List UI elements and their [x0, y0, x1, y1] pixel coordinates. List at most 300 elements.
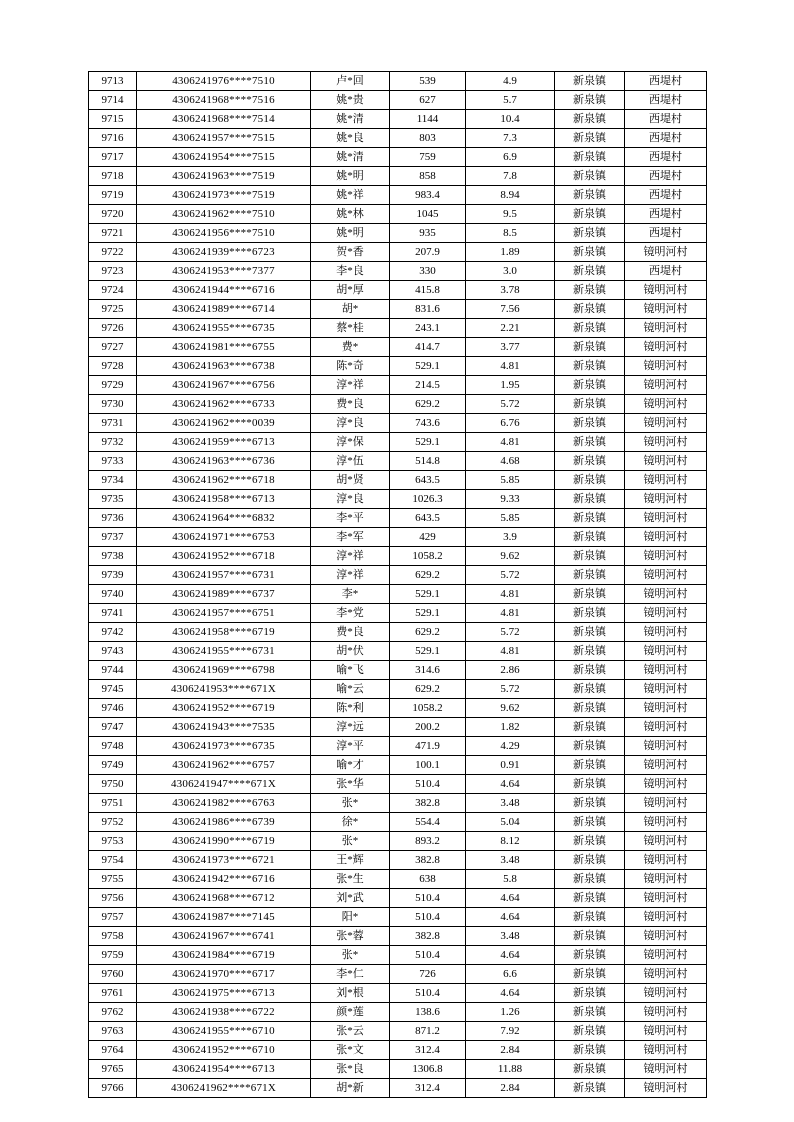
cell-name: 淳*伍: [311, 452, 390, 471]
cell-town: 新泉镇: [555, 110, 625, 129]
cell-town: 新泉镇: [555, 262, 625, 281]
cell-village: 镜明河村: [625, 509, 707, 528]
records-table-body: [89, 72, 707, 1098]
cell-amount: 138.6: [390, 1003, 466, 1022]
cell-amount: 510.4: [390, 889, 466, 908]
table-row: [89, 813, 707, 832]
table-row: [89, 433, 707, 452]
cell-amount: 529.1: [390, 433, 466, 452]
cell-town: 新泉镇: [555, 129, 625, 148]
cell-town: 新泉镇: [555, 357, 625, 376]
table-row: [89, 509, 707, 528]
cell-id: 4306241967****6741: [137, 927, 311, 946]
cell-seq: 9730: [89, 395, 137, 414]
table-row: [89, 1022, 707, 1041]
cell-village: 镜明河村: [625, 832, 707, 851]
cell-seq: 9720: [89, 205, 137, 224]
cell-village: 镜明河村: [625, 1003, 707, 1022]
cell-name: 徐*: [311, 813, 390, 832]
cell-seq: 9726: [89, 319, 137, 338]
cell-village: 镜明河村: [625, 775, 707, 794]
table-row: [89, 604, 707, 623]
cell-name: 姚*明: [311, 167, 390, 186]
cell-seq: 9756: [89, 889, 137, 908]
cell-id: 4306241955****6731: [137, 642, 311, 661]
cell-village: 镜明河村: [625, 585, 707, 604]
cell-town: 新泉镇: [555, 281, 625, 300]
cell-id: 4306241989****6737: [137, 585, 311, 604]
cell-seq: 9743: [89, 642, 137, 661]
cell-area: 7.3: [466, 129, 555, 148]
cell-id: 4306241962****6733: [137, 395, 311, 414]
table-row: [89, 965, 707, 984]
cell-town: 新泉镇: [555, 224, 625, 243]
cell-area: 4.81: [466, 604, 555, 623]
table-row: [89, 129, 707, 148]
cell-area: 6.76: [466, 414, 555, 433]
cell-village: 镜明河村: [625, 908, 707, 927]
cell-area: 9.62: [466, 547, 555, 566]
cell-village: 镜明河村: [625, 376, 707, 395]
cell-village: 镜明河村: [625, 414, 707, 433]
cell-id: 4306241954****7515: [137, 148, 311, 167]
table-row: [89, 110, 707, 129]
cell-id: 4306241953****671X: [137, 680, 311, 699]
cell-name: 姚*林: [311, 205, 390, 224]
cell-id: 4306241962****6718: [137, 471, 311, 490]
cell-id: 4306241963****6736: [137, 452, 311, 471]
cell-village: 西堤村: [625, 186, 707, 205]
cell-name: 陈*奇: [311, 357, 390, 376]
cell-amount: 510.4: [390, 775, 466, 794]
cell-name: 胡*贤: [311, 471, 390, 490]
cell-area: 3.78: [466, 281, 555, 300]
cell-town: 新泉镇: [555, 376, 625, 395]
cell-name: 王*辉: [311, 851, 390, 870]
cell-amount: 510.4: [390, 946, 466, 965]
cell-area: 2.84: [466, 1079, 555, 1098]
cell-area: 5.85: [466, 509, 555, 528]
cell-area: 3.0: [466, 262, 555, 281]
cell-area: 0.91: [466, 756, 555, 775]
cell-area: 4.9: [466, 72, 555, 91]
cell-name: 姚*祥: [311, 186, 390, 205]
cell-seq: 9728: [89, 357, 137, 376]
table-row: [89, 642, 707, 661]
cell-seq: 9744: [89, 661, 137, 680]
cell-seq: 9754: [89, 851, 137, 870]
cell-seq: 9739: [89, 566, 137, 585]
cell-seq: 9733: [89, 452, 137, 471]
cell-id: 4306241986****6739: [137, 813, 311, 832]
cell-id: 4306241957****7515: [137, 129, 311, 148]
cell-seq: 9740: [89, 585, 137, 604]
cell-area: 3.48: [466, 851, 555, 870]
cell-area: 4.64: [466, 889, 555, 908]
cell-id: 4306241970****6717: [137, 965, 311, 984]
cell-village: 镜明河村: [625, 851, 707, 870]
cell-area: 5.04: [466, 813, 555, 832]
cell-town: 新泉镇: [555, 718, 625, 737]
cell-amount: 100.1: [390, 756, 466, 775]
cell-town: 新泉镇: [555, 547, 625, 566]
cell-seq: 9757: [89, 908, 137, 927]
cell-village: 西堤村: [625, 262, 707, 281]
cell-town: 新泉镇: [555, 870, 625, 889]
cell-village: 镜明河村: [625, 1022, 707, 1041]
cell-amount: 312.4: [390, 1041, 466, 1060]
cell-seq: 9719: [89, 186, 137, 205]
cell-town: 新泉镇: [555, 604, 625, 623]
cell-seq: 9752: [89, 813, 137, 832]
cell-seq: 9747: [89, 718, 137, 737]
cell-area: 4.29: [466, 737, 555, 756]
cell-amount: 200.2: [390, 718, 466, 737]
cell-seq: 9735: [89, 490, 137, 509]
cell-seq: 9741: [89, 604, 137, 623]
cell-name: 张*华: [311, 775, 390, 794]
cell-id: 4306241987****7145: [137, 908, 311, 927]
cell-seq: 9764: [89, 1041, 137, 1060]
cell-id: 4306241975****6713: [137, 984, 311, 1003]
table-row: [89, 851, 707, 870]
cell-town: 新泉镇: [555, 946, 625, 965]
cell-name: 姚*清: [311, 148, 390, 167]
table-row: [89, 908, 707, 927]
cell-area: 7.56: [466, 300, 555, 319]
cell-village: 镜明河村: [625, 927, 707, 946]
cell-town: 新泉镇: [555, 813, 625, 832]
cell-amount: 539: [390, 72, 466, 91]
table-row: [89, 870, 707, 889]
cell-name: 刘*武: [311, 889, 390, 908]
cell-id: 4306241989****6714: [137, 300, 311, 319]
cell-village: 镜明河村: [625, 1041, 707, 1060]
cell-village: 镜明河村: [625, 281, 707, 300]
table-row: [89, 376, 707, 395]
cell-village: 镜明河村: [625, 1060, 707, 1079]
cell-amount: 871.2: [390, 1022, 466, 1041]
cell-seq: 9727: [89, 338, 137, 357]
cell-name: 张*: [311, 832, 390, 851]
cell-village: 西堤村: [625, 224, 707, 243]
cell-name: 李*: [311, 585, 390, 604]
cell-town: 新泉镇: [555, 91, 625, 110]
cell-town: 新泉镇: [555, 965, 625, 984]
cell-id: 4306241962****0039: [137, 414, 311, 433]
cell-name: 淳*祥: [311, 376, 390, 395]
table-row: [89, 984, 707, 1003]
cell-amount: 743.6: [390, 414, 466, 433]
cell-seq: 9737: [89, 528, 137, 547]
table-row: [89, 623, 707, 642]
cell-id: 4306241967****6756: [137, 376, 311, 395]
cell-seq: 9760: [89, 965, 137, 984]
cell-id: 4306241968****7514: [137, 110, 311, 129]
cell-village: 镜明河村: [625, 794, 707, 813]
cell-id: 4306241962****671X: [137, 1079, 311, 1098]
cell-amount: 627: [390, 91, 466, 110]
table-row: [89, 661, 707, 680]
cell-town: 新泉镇: [555, 528, 625, 547]
cell-name: 胡*新: [311, 1079, 390, 1098]
cell-area: 4.81: [466, 642, 555, 661]
cell-name: 费*: [311, 338, 390, 357]
table-row: [89, 414, 707, 433]
table-row: [89, 718, 707, 737]
cell-name: 李*良: [311, 262, 390, 281]
cell-amount: 1058.2: [390, 547, 466, 566]
cell-area: 9.33: [466, 490, 555, 509]
cell-village: 镜明河村: [625, 1079, 707, 1098]
cell-amount: 803: [390, 129, 466, 148]
cell-amount: 312.4: [390, 1079, 466, 1098]
cell-village: 镜明河村: [625, 699, 707, 718]
cell-area: 10.4: [466, 110, 555, 129]
cell-amount: 415.8: [390, 281, 466, 300]
cell-id: 4306241957****6751: [137, 604, 311, 623]
cell-id: 4306241939****6723: [137, 243, 311, 262]
cell-name: 李*党: [311, 604, 390, 623]
cell-id: 4306241952****6718: [137, 547, 311, 566]
table-row: [89, 167, 707, 186]
cell-amount: 1045: [390, 205, 466, 224]
cell-id: 4306241955****6735: [137, 319, 311, 338]
cell-name: 刘*根: [311, 984, 390, 1003]
cell-id: 4306241976****7510: [137, 72, 311, 91]
cell-seq: 9766: [89, 1079, 137, 1098]
cell-area: 5.72: [466, 680, 555, 699]
cell-id: 4306241984****6719: [137, 946, 311, 965]
cell-area: 11.88: [466, 1060, 555, 1079]
cell-area: 2.84: [466, 1041, 555, 1060]
cell-name: 胡*: [311, 300, 390, 319]
table-row: [89, 338, 707, 357]
cell-id: 4306241963****7519: [137, 167, 311, 186]
cell-amount: 629.2: [390, 623, 466, 642]
cell-id: 4306241968****6712: [137, 889, 311, 908]
cell-area: 5.8: [466, 870, 555, 889]
cell-area: 4.81: [466, 585, 555, 604]
cell-village: 镜明河村: [625, 490, 707, 509]
cell-id: 4306241990****6719: [137, 832, 311, 851]
cell-village: 西堤村: [625, 72, 707, 91]
cell-town: 新泉镇: [555, 395, 625, 414]
cell-name: 李*军: [311, 528, 390, 547]
cell-name: 姚*贵: [311, 91, 390, 110]
cell-name: 姚*良: [311, 129, 390, 148]
cell-amount: 643.5: [390, 509, 466, 528]
cell-town: 新泉镇: [555, 1079, 625, 1098]
cell-area: 4.64: [466, 946, 555, 965]
table-row: [89, 224, 707, 243]
records-table: [88, 71, 707, 1098]
cell-village: 西堤村: [625, 148, 707, 167]
cell-seq: 9722: [89, 243, 137, 262]
cell-seq: 9753: [89, 832, 137, 851]
cell-area: 9.5: [466, 205, 555, 224]
cell-village: 镜明河村: [625, 756, 707, 775]
table-row: [89, 680, 707, 699]
cell-seq: 9761: [89, 984, 137, 1003]
cell-village: 镜明河村: [625, 946, 707, 965]
cell-id: 4306241971****6753: [137, 528, 311, 547]
cell-amount: 529.1: [390, 642, 466, 661]
cell-area: 8.5: [466, 224, 555, 243]
cell-area: 8.94: [466, 186, 555, 205]
cell-amount: 414.7: [390, 338, 466, 357]
cell-name: 李*仁: [311, 965, 390, 984]
cell-area: 5.72: [466, 566, 555, 585]
cell-seq: 9763: [89, 1022, 137, 1041]
cell-name: 贺*香: [311, 243, 390, 262]
cell-id: 4306241973****6721: [137, 851, 311, 870]
cell-area: 2.21: [466, 319, 555, 338]
cell-amount: 330: [390, 262, 466, 281]
cell-area: 6.9: [466, 148, 555, 167]
cell-name: 陈*利: [311, 699, 390, 718]
cell-area: 8.12: [466, 832, 555, 851]
cell-town: 新泉镇: [555, 794, 625, 813]
cell-village: 镜明河村: [625, 357, 707, 376]
cell-area: 4.64: [466, 984, 555, 1003]
cell-village: 镜明河村: [625, 870, 707, 889]
table-row: [89, 1003, 707, 1022]
cell-seq: 9742: [89, 623, 137, 642]
table-row: [89, 91, 707, 110]
table-row: [89, 72, 707, 91]
cell-name: 颜*莲: [311, 1003, 390, 1022]
cell-amount: 759: [390, 148, 466, 167]
cell-name: 淳*平: [311, 737, 390, 756]
cell-town: 新泉镇: [555, 585, 625, 604]
cell-name: 张*: [311, 794, 390, 813]
cell-village: 镜明河村: [625, 547, 707, 566]
cell-id: 4306241981****6755: [137, 338, 311, 357]
cell-name: 喻*云: [311, 680, 390, 699]
cell-area: 3.48: [466, 927, 555, 946]
cell-amount: 382.8: [390, 851, 466, 870]
cell-village: 镜明河村: [625, 965, 707, 984]
cell-name: 淳*良: [311, 490, 390, 509]
cell-amount: 429: [390, 528, 466, 547]
cell-amount: 529.1: [390, 585, 466, 604]
cell-amount: 382.8: [390, 794, 466, 813]
cell-area: 7.8: [466, 167, 555, 186]
cell-town: 新泉镇: [555, 661, 625, 680]
cell-seq: 9715: [89, 110, 137, 129]
table-row: [89, 319, 707, 338]
cell-seq: 9755: [89, 870, 137, 889]
cell-amount: 510.4: [390, 984, 466, 1003]
cell-seq: 9721: [89, 224, 137, 243]
cell-village: 西堤村: [625, 205, 707, 224]
cell-amount: 638: [390, 870, 466, 889]
cell-amount: 643.5: [390, 471, 466, 490]
cell-town: 新泉镇: [555, 737, 625, 756]
cell-village: 镜明河村: [625, 566, 707, 585]
cell-town: 新泉镇: [555, 1003, 625, 1022]
cell-amount: 1058.2: [390, 699, 466, 718]
cell-name: 阳*: [311, 908, 390, 927]
cell-id: 4306241944****6716: [137, 281, 311, 300]
cell-name: 费*良: [311, 623, 390, 642]
cell-area: 7.92: [466, 1022, 555, 1041]
cell-seq: 9725: [89, 300, 137, 319]
cell-village: 镜明河村: [625, 813, 707, 832]
cell-area: 4.81: [466, 433, 555, 452]
cell-seq: 9714: [89, 91, 137, 110]
cell-area: 3.77: [466, 338, 555, 357]
cell-id: 4306241959****6713: [137, 433, 311, 452]
cell-town: 新泉镇: [555, 566, 625, 585]
cell-village: 镜明河村: [625, 528, 707, 547]
cell-seq: 9765: [89, 1060, 137, 1079]
cell-area: 5.72: [466, 623, 555, 642]
cell-name: 张*良: [311, 1060, 390, 1079]
table-row: [89, 490, 707, 509]
cell-area: 3.48: [466, 794, 555, 813]
cell-seq: 9716: [89, 129, 137, 148]
cell-id: 4306241938****6722: [137, 1003, 311, 1022]
table-row: [89, 148, 707, 167]
cell-seq: 9738: [89, 547, 137, 566]
cell-seq: 9732: [89, 433, 137, 452]
table-row: [89, 357, 707, 376]
cell-seq: 9729: [89, 376, 137, 395]
cell-area: 1.95: [466, 376, 555, 395]
cell-town: 新泉镇: [555, 984, 625, 1003]
cell-amount: 207.9: [390, 243, 466, 262]
cell-area: 3.9: [466, 528, 555, 547]
cell-name: 张*: [311, 946, 390, 965]
cell-amount: 529.1: [390, 604, 466, 623]
cell-name: 张*云: [311, 1022, 390, 1041]
table-row: [89, 471, 707, 490]
cell-town: 新泉镇: [555, 699, 625, 718]
cell-amount: 471.9: [390, 737, 466, 756]
cell-town: 新泉镇: [555, 889, 625, 908]
table-row: [89, 832, 707, 851]
table-row: [89, 452, 707, 471]
cell-name: 张*生: [311, 870, 390, 889]
table-row: [89, 699, 707, 718]
table-row: [89, 281, 707, 300]
cell-village: 镜明河村: [625, 300, 707, 319]
cell-seq: 9713: [89, 72, 137, 91]
cell-amount: 893.2: [390, 832, 466, 851]
cell-amount: 726: [390, 965, 466, 984]
cell-town: 新泉镇: [555, 509, 625, 528]
cell-id: 4306241963****6738: [137, 357, 311, 376]
cell-id: 4306241968****7516: [137, 91, 311, 110]
cell-village: 镜明河村: [625, 737, 707, 756]
cell-name: 卢*回: [311, 72, 390, 91]
cell-seq: 9731: [89, 414, 137, 433]
table-row: [89, 1079, 707, 1098]
cell-id: 4306241942****6716: [137, 870, 311, 889]
cell-seq: 9758: [89, 927, 137, 946]
cell-id: 4306241962****7510: [137, 205, 311, 224]
cell-town: 新泉镇: [555, 243, 625, 262]
cell-name: 张*文: [311, 1041, 390, 1060]
cell-id: 4306241964****6832: [137, 509, 311, 528]
cell-town: 新泉镇: [555, 756, 625, 775]
table-row: [89, 300, 707, 319]
cell-village: 西堤村: [625, 91, 707, 110]
table-row: [89, 262, 707, 281]
cell-amount: 858: [390, 167, 466, 186]
